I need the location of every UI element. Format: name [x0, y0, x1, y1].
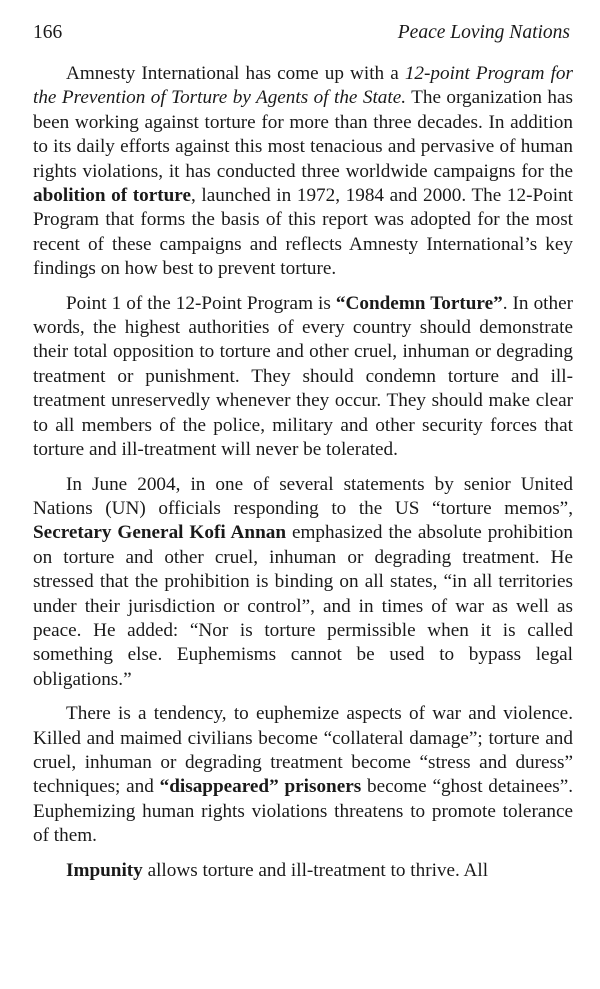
page-number: 166 [33, 22, 63, 43]
paragraph-text: become “ghost detainees”. Euphemizing human rights violations threatens to promote tolerance of them. [33, 776, 574, 847]
paragraph-5 [33, 859, 573, 883]
paragraph-text: emphasized the absolute prohibition on torture and other cruel, inhuman or degrading treatment. He stressed that the prohibition is binding on all states, “in all territories under their jurisdiction or control”, and in times of war as well as peace. He added: “Nor is torture permissible when it is called something else. Euphemisms cannot be used to bypass legal obligations.” [33, 522, 573, 690]
page-header [33, 22, 570, 50]
paragraph-text: , launched in 1972, 1984 and 2000. The 12-Point Program that forms the basis of this report was adopted for the most recent of these campaigns and reflects Amnesty International’s key findings on how best to prevent torture. [33, 185, 573, 280]
paragraph-text: There is a tendency, to euphemize aspects of war and violence. Killed and maimed civilians become “collateral damage”; torture and cruel, inhuman or degrading treatment become “stress and duress” techniques; and [33, 703, 573, 798]
paragraph-text: Point 1 of the 12-Point Program is [66, 292, 336, 314]
paragraph-text: Amnesty International has come up with a [66, 63, 405, 84]
paragraph-text: allows torture and ill-treatment to thrive. All [142, 859, 489, 881]
paragraph-2 [33, 292, 573, 463]
emphasis-impunity: Impunity [66, 859, 143, 881]
paragraph-1 [33, 62, 573, 282]
paragraph-text: . In other words, the highest authorities of every country should demonstrate their total opposition to torture and other cruel, inhuman or degrading treatment or punishment. They should condemn torture and ill-treatment unreservedly whenever they occur. They should make clear to all members of the police, military and other security forces that torture and ill-treatment will never be tolerated. [33, 292, 574, 461]
paragraph-text: The organization has been working against torture for more than three decades. In addition to its daily efforts against this most tenacious and pervasive of human rights violations, it has conducted three worldwide campaigns for the [33, 87, 573, 182]
paragraph-text: In June 2004, in one of several statements by senior United Nations (UN) officials responding to the US “torture memos”, [33, 473, 573, 519]
emphasis-abolition-of-torture: abolition of torture [33, 185, 191, 207]
emphasis-disappeared-prisoners: “disappeared” prisoners [159, 776, 362, 798]
emphasis-condemn-torture: “Condemn Torture” [335, 292, 503, 314]
paragraph-3 [33, 473, 573, 693]
emphasis-kofi-annan: Secretary General Kofi Annan [33, 522, 287, 544]
program-title: 12-point Program for the Prevention of Torture by Agents of the State. [33, 63, 573, 109]
paragraph-4 [33, 702, 573, 848]
running-head: Peace Loving Nations [397, 22, 570, 43]
body-text [33, 62, 573, 883]
